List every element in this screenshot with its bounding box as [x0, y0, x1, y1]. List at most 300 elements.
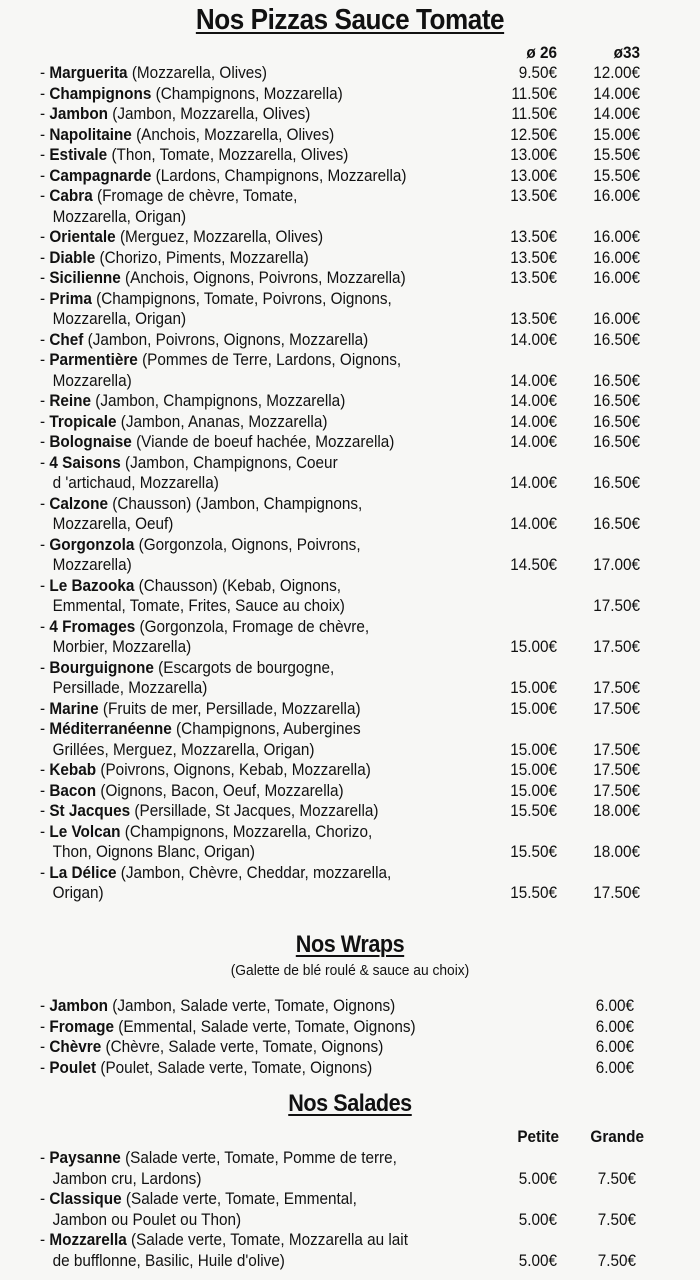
item-ingredients: (Fromage de chèvre, Tomate,	[96, 186, 298, 205]
price-26cm: 15.00€	[510, 760, 557, 779]
item-line-first	[40, 227, 454, 248]
item-name: Marguerita	[49, 63, 128, 82]
wrap-list	[0, 996, 700, 1078]
item-ingredients: Mozzarella, Origan)	[52, 206, 187, 226]
pizza-row	[0, 248, 700, 269]
pizza-row	[0, 289, 700, 330]
item-ingredients: (Jambon, Poivrons, Oignons, Mozzarella)	[87, 329, 369, 349]
item-line-continued	[40, 207, 454, 228]
bullet-dash: -	[40, 268, 50, 287]
item-ingredients: (Lardons, Champignons, Mozzarella)	[155, 165, 407, 185]
item-line-first	[40, 432, 454, 453]
item-line-continued	[40, 309, 454, 330]
price-26cm: 15.50€	[510, 842, 557, 861]
item-description	[40, 1230, 454, 1271]
bullet-dash: -	[40, 247, 50, 267]
bullet-dash: -	[40, 575, 50, 595]
price-33cm: 16.00€	[593, 268, 640, 287]
price-26cm: 11.50€	[511, 83, 557, 103]
item-name: Jambon	[49, 996, 109, 1015]
item-ingredients: Mozzarella)	[52, 370, 132, 390]
item-line-continued	[40, 555, 454, 576]
item-ingredients: (Escargots de bourgogne,	[158, 657, 335, 677]
col-header-33: ø33	[613, 43, 640, 62]
item-ingredients: (Champignons, Aubergines	[176, 719, 361, 738]
item-description	[40, 1148, 454, 1189]
item-ingredients: (Poulet, Salade verte, Tomate, Oignons)	[100, 1057, 373, 1077]
item-name: Bourguignone	[49, 657, 154, 677]
price-26cm: 14.00€	[510, 391, 557, 410]
price-26cm: 14.00€	[510, 329, 557, 349]
item-description	[40, 248, 454, 269]
item-name: St Jacques	[49, 801, 131, 820]
bullet-dash: -	[40, 145, 50, 164]
item-ingredients: Emmental, Tomate, Frites, Sauce au choix)	[52, 596, 345, 615]
price-33cm: 17.50€	[593, 780, 640, 800]
item-name: Diable	[49, 247, 96, 267]
wrap-price: 6.00€	[595, 1016, 634, 1036]
bullet-dash: -	[40, 821, 50, 841]
wrap-row	[0, 996, 700, 1017]
pizza-row	[0, 576, 700, 617]
wraps-title: Nos Wraps	[295, 931, 405, 958]
item-line-first	[40, 268, 454, 289]
item-description	[40, 760, 454, 781]
price-26cm: 15.00€	[510, 637, 557, 656]
pizza-row	[0, 494, 700, 535]
item-line-first	[40, 84, 454, 105]
pizza-list	[0, 63, 700, 904]
item-line-first	[40, 1148, 454, 1169]
item-ingredients: d 'artichaud, Mozzarella)	[52, 473, 219, 492]
pizza-row	[0, 535, 700, 576]
item-line-continued	[40, 678, 454, 699]
pizza-row	[0, 822, 700, 863]
pizza-row	[0, 781, 700, 802]
bullet-dash: -	[40, 411, 50, 431]
item-name: Gorgonzola	[49, 534, 135, 554]
item-line-first	[40, 1058, 454, 1079]
item-line-first	[40, 248, 454, 269]
pizza-row	[0, 125, 700, 146]
item-ingredients: (Salade verte, Tomate, Mozzarella au lait	[130, 1230, 408, 1249]
price-26cm: 15.00€	[510, 698, 557, 718]
price-33cm: 16.50€	[593, 370, 640, 390]
price-33cm: 16.50€	[593, 432, 640, 451]
bullet-dash: -	[40, 1189, 50, 1208]
item-ingredients: (Champignons, Mozzarella, Chorizo,	[124, 821, 373, 841]
bullet-dash: -	[40, 1037, 50, 1056]
bullet-dash: -	[40, 760, 50, 779]
pizza-row	[0, 84, 700, 105]
item-description	[40, 1037, 454, 1058]
price-26cm: 14.00€	[510, 411, 557, 431]
price-33cm: 18.00€	[593, 801, 640, 820]
item-name: Cabra	[49, 186, 93, 205]
item-line-continued	[40, 842, 454, 863]
item-line-first	[40, 576, 454, 597]
item-name: Prima	[49, 288, 92, 308]
pizza-row	[0, 330, 700, 351]
item-name: Kebab	[49, 760, 97, 779]
item-ingredients: (Fruits de mer, Persillade, Mozzarella)	[102, 698, 361, 718]
item-name: Jambon	[49, 104, 109, 123]
item-description	[40, 996, 454, 1017]
wrap-row	[0, 1058, 700, 1079]
pizza-row	[0, 227, 700, 248]
salades-title: Nos Salades	[288, 1090, 412, 1117]
bullet-dash: -	[40, 534, 50, 554]
bullet-dash: -	[40, 165, 50, 185]
item-ingredients: (Jambon, Champignons, Coeur	[125, 452, 338, 472]
item-name: Bacon	[49, 780, 97, 800]
item-description	[40, 801, 454, 822]
item-ingredients: Grillées, Merguez, Mozzarella, Origan)	[52, 739, 315, 759]
item-line-continued	[40, 1210, 454, 1231]
item-name: Reine	[49, 391, 92, 410]
item-ingredients: Jambon cru, Lardons)	[52, 1168, 202, 1188]
price-33cm: 16.50€	[593, 473, 640, 492]
price-33cm: 15.50€	[593, 145, 640, 164]
item-description	[40, 432, 454, 453]
item-name: Orientale	[49, 227, 116, 246]
price-grande: 7.50€	[597, 1250, 636, 1270]
price-33cm: 16.00€	[593, 186, 640, 205]
price-33cm: 14.00€	[593, 104, 640, 123]
price-26cm: 15.50€	[510, 801, 557, 820]
pizza-row	[0, 453, 700, 494]
price-26cm: 14.00€	[510, 514, 557, 533]
item-name: Napolitaine	[49, 124, 132, 144]
item-description	[40, 289, 454, 330]
price-26cm: 13.50€	[510, 227, 557, 246]
price-petite: 5.00€	[518, 1250, 557, 1270]
item-ingredients: Origan)	[52, 883, 104, 902]
price-26cm: 15.00€	[510, 678, 557, 697]
item-ingredients: (Salade verte, Tomate, Pomme de terre,	[125, 1148, 397, 1167]
item-name: Méditerranéenne	[49, 719, 172, 738]
price-33cm: 15.00€	[593, 124, 640, 144]
bullet-dash: -	[40, 350, 50, 369]
price-33cm: 14.00€	[593, 83, 640, 103]
item-line-first	[40, 1230, 454, 1251]
bullet-dash: -	[40, 719, 50, 738]
item-description	[40, 1017, 454, 1038]
bullet-dash: -	[40, 616, 50, 636]
item-description	[40, 166, 454, 187]
pizza-row	[0, 391, 700, 412]
price-26cm: 9.50€	[518, 63, 557, 82]
item-line-first	[40, 781, 454, 802]
pizza-row	[0, 166, 700, 187]
price-33cm: 17.50€	[593, 698, 640, 718]
item-line-first	[40, 350, 454, 371]
item-name: Estivale	[49, 145, 108, 164]
item-name: Chef	[49, 329, 84, 349]
item-description	[40, 1189, 454, 1230]
item-description	[40, 719, 454, 760]
item-name: Paysanne	[49, 1148, 121, 1167]
bullet-dash: -	[40, 801, 50, 820]
item-ingredients: (Jambon, Mozzarella, Olives)	[112, 104, 311, 123]
item-description	[40, 186, 454, 227]
bullet-dash: -	[40, 1016, 50, 1036]
price-26cm: 12.50€	[510, 124, 557, 144]
item-name: Champignons	[49, 83, 152, 103]
pizza-row	[0, 432, 700, 453]
item-ingredients: (Anchois, Mozzarella, Olives)	[136, 124, 335, 144]
item-line-first	[40, 535, 454, 556]
pizza-row	[0, 760, 700, 781]
item-ingredients: (Champignons, Mozzarella)	[155, 83, 343, 103]
wrap-row	[0, 1017, 700, 1038]
item-ingredients: (Gorgonzola, Fromage de chèvre,	[139, 616, 370, 636]
pizza-row	[0, 186, 700, 227]
item-description	[40, 658, 454, 699]
price-26cm	[494, 596, 557, 617]
pizza-row	[0, 268, 700, 289]
item-ingredients: (Gorgonzola, Oignons, Poivrons,	[138, 534, 361, 554]
pizza-row	[0, 719, 700, 760]
item-name: Le Bazooka	[49, 575, 135, 595]
bullet-dash: -	[40, 83, 50, 103]
item-line-first	[40, 760, 454, 781]
price-33cm: 17.50€	[593, 739, 640, 759]
item-line-first	[40, 1037, 454, 1058]
item-line-continued	[40, 637, 454, 658]
price-petite: 5.00€	[518, 1168, 557, 1188]
item-description	[40, 1058, 454, 1079]
item-name: Classique	[49, 1189, 122, 1208]
price-33cm: 17.50€	[593, 596, 640, 615]
pizza-row	[0, 699, 700, 720]
item-line-first	[40, 699, 454, 720]
salade-row	[0, 1189, 700, 1230]
wrap-price: 6.00€	[595, 996, 634, 1015]
price-33cm: 17.50€	[593, 637, 640, 656]
pizza-row	[0, 145, 700, 166]
item-line-first	[40, 801, 454, 822]
item-line-continued	[40, 1251, 454, 1272]
bullet-dash: -	[40, 493, 50, 513]
item-name: Fromage	[49, 1016, 114, 1036]
price-26cm: 13.50€	[510, 309, 557, 328]
item-line-continued	[40, 514, 454, 535]
item-ingredients: (Jambon, Champignons, Mozzarella)	[95, 391, 346, 410]
price-33cm: 16.00€	[593, 247, 640, 267]
bullet-dash: -	[40, 104, 50, 123]
price-petite: 5.00€	[518, 1209, 557, 1229]
item-line-first	[40, 453, 454, 474]
item-description	[40, 412, 454, 433]
item-description	[40, 125, 454, 146]
item-description	[40, 227, 454, 248]
item-ingredients: (Pommes de Terre, Lardons, Oignons,	[142, 350, 402, 369]
col-header-petite: Petite	[517, 1127, 559, 1146]
item-line-continued	[40, 740, 454, 761]
price-26cm: 13.00€	[510, 165, 557, 185]
price-26cm: 13.50€	[510, 186, 557, 205]
bullet-dash: -	[40, 329, 50, 349]
col-header-26: ø 26	[526, 43, 557, 62]
item-ingredients: (Oignons, Bacon, Oeuf, Mozzarella)	[100, 780, 344, 800]
price-26cm: 15.00€	[510, 780, 557, 800]
price-33cm: 17.50€	[593, 883, 640, 902]
item-ingredients: Jambon ou Poulet ou Thon)	[52, 1209, 242, 1229]
item-line-first	[40, 863, 454, 884]
bullet-dash: -	[40, 996, 50, 1015]
item-ingredients: (Champignons, Tomate, Poivrons, Oignons,	[96, 288, 392, 308]
pizza-row	[0, 350, 700, 391]
price-33cm: 17.50€	[593, 760, 640, 779]
item-description	[40, 84, 454, 105]
wrap-price: 6.00€	[595, 1057, 634, 1077]
item-ingredients: (Merguez, Mozzarella, Olives)	[119, 227, 324, 246]
pizza-row	[0, 863, 700, 904]
item-ingredients: (Chorizo, Piments, Mozzarella)	[99, 247, 309, 267]
wraps-subtitle: (Galette de blé roulé & sauce au choix)	[230, 962, 470, 979]
price-33cm: 16.50€	[593, 329, 640, 349]
item-description	[40, 104, 454, 125]
item-description	[40, 330, 454, 351]
pizza-row	[0, 801, 700, 822]
item-description	[40, 617, 454, 658]
item-line-first	[40, 289, 454, 310]
item-name: Parmentière	[49, 350, 138, 369]
bullet-dash: -	[40, 780, 50, 800]
item-description	[40, 781, 454, 802]
item-ingredients: (Chausson) (Kebab, Oignons,	[138, 575, 342, 595]
item-name: Calzone	[49, 493, 109, 513]
pizza-row	[0, 658, 700, 699]
price-26cm: 14.00€	[510, 370, 557, 390]
item-line-first	[40, 719, 454, 740]
pizza-row	[0, 412, 700, 433]
item-ingredients: (Jambon, Chèvre, Cheddar, mozzarella,	[120, 862, 392, 882]
item-name: Tropicale	[49, 411, 117, 431]
item-line-first	[40, 1017, 454, 1038]
price-33cm: 16.00€	[593, 227, 640, 246]
item-ingredients: Thon, Oignons Blanc, Origan)	[52, 842, 256, 861]
item-name: 4 Fromages	[49, 616, 136, 636]
col-header-grande: Grande	[590, 1127, 644, 1146]
price-grande: 7.50€	[597, 1168, 636, 1188]
price-26cm: 14.50€	[510, 555, 557, 574]
pizza-row	[0, 617, 700, 658]
price-26cm: 15.50€	[510, 883, 557, 902]
item-description	[40, 391, 454, 412]
item-description	[40, 576, 454, 617]
price-33cm: 15.50€	[593, 165, 640, 185]
item-ingredients: Mozzarella)	[52, 555, 132, 574]
item-description	[40, 699, 454, 720]
price-26cm: 13.50€	[510, 247, 557, 267]
price-33cm: 17.50€	[593, 678, 640, 697]
price-33cm: 16.50€	[593, 514, 640, 533]
item-line-first	[40, 617, 454, 638]
item-description	[40, 350, 454, 391]
price-33cm: 16.00€	[593, 309, 640, 328]
item-line-first	[40, 412, 454, 433]
item-line-continued	[40, 371, 454, 392]
price-33cm: 16.50€	[593, 391, 640, 410]
salade-list	[0, 1148, 700, 1271]
item-line-first	[40, 104, 454, 125]
item-line-continued	[40, 1169, 454, 1190]
item-name: Mozzarella	[49, 1230, 127, 1249]
bullet-dash: -	[40, 862, 50, 882]
item-name: Campagnarde	[49, 165, 152, 185]
price-33cm: 12.00€	[593, 63, 640, 82]
item-line-first	[40, 166, 454, 187]
bullet-dash: -	[40, 1230, 50, 1249]
item-ingredients: Mozzarella, Oeuf)	[52, 514, 174, 533]
item-line-first	[40, 186, 454, 207]
item-line-first	[40, 63, 454, 84]
item-ingredients: Morbier, Mozzarella)	[52, 637, 192, 656]
price-26cm: 13.00€	[510, 145, 557, 164]
bullet-dash: -	[40, 1148, 50, 1167]
item-line-first	[40, 1189, 454, 1210]
item-name: Le Volcan	[49, 821, 121, 841]
wrap-row	[0, 1037, 700, 1058]
item-description	[40, 268, 454, 289]
item-name: Poulet	[49, 1057, 97, 1077]
item-line-first	[40, 658, 454, 679]
price-26cm: 11.50€	[511, 104, 557, 123]
item-line-first	[40, 330, 454, 351]
item-line-first	[40, 494, 454, 515]
price-26cm: 15.00€	[510, 739, 557, 759]
item-line-first	[40, 822, 454, 843]
item-description	[40, 63, 454, 84]
item-line-first	[40, 145, 454, 166]
item-ingredients: (Poivrons, Oignons, Kebab, Mozzarella)	[100, 760, 371, 779]
item-ingredients: (Jambon, Salade verte, Tomate, Oignons)	[112, 996, 396, 1015]
price-grande: 7.50€	[597, 1209, 636, 1229]
bullet-dash: -	[40, 288, 50, 308]
bullet-dash: -	[40, 391, 50, 410]
item-description	[40, 494, 454, 535]
pizza-row	[0, 104, 700, 125]
item-name: Chèvre	[49, 1037, 102, 1056]
item-ingredients: (Viande de boeuf hachée, Mozzarella)	[136, 432, 395, 451]
item-line-first	[40, 125, 454, 146]
bullet-dash: -	[40, 227, 50, 246]
price-33cm: 16.50€	[593, 411, 640, 431]
wrap-price: 6.00€	[595, 1037, 634, 1056]
bullet-dash: -	[40, 186, 50, 205]
item-ingredients: Mozzarella, Origan)	[52, 309, 187, 328]
item-line-first	[40, 391, 454, 412]
bullet-dash: -	[40, 124, 50, 144]
item-ingredients: de bufflonne, Basilic, Huile d'olive)	[52, 1250, 285, 1270]
item-ingredients: (Anchois, Oignons, Poivrons, Mozzarella)	[125, 268, 406, 287]
item-ingredients: (Chèvre, Salade verte, Tomate, Oignons)	[105, 1037, 384, 1056]
item-ingredients: (Thon, Tomate, Mozzarella, Olives)	[111, 145, 349, 164]
salade-row	[0, 1230, 700, 1271]
salade-row	[0, 1148, 700, 1189]
bullet-dash: -	[40, 1057, 50, 1077]
bullet-dash: -	[40, 432, 50, 451]
item-name: La Délice	[49, 862, 117, 882]
bullet-dash: -	[40, 63, 50, 82]
item-line-continued	[40, 596, 454, 617]
item-name: Marine	[49, 698, 99, 718]
price-33cm: 18.00€	[593, 842, 640, 861]
item-description	[40, 535, 454, 576]
pizza-row	[0, 63, 700, 84]
